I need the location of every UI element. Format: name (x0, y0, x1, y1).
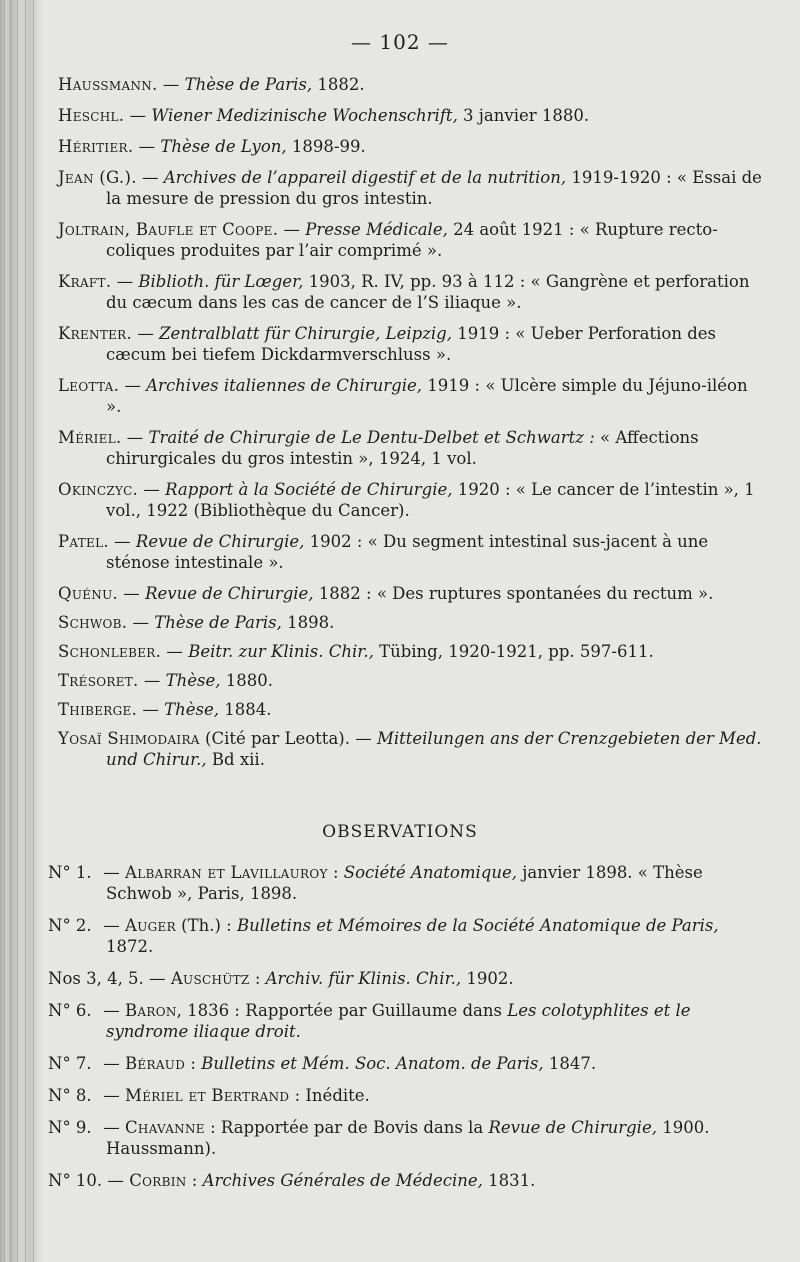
spine-line (10, 0, 11, 1262)
observation-title: Les colotyphlites et le syndrome iliaque droit. (106, 1001, 691, 1041)
entry-author: Joltrain, Baufle et Coope. (58, 220, 279, 239)
entry-sep: — (157, 75, 185, 94)
observation-title: Revue de Chirurgie, (488, 1118, 657, 1137)
entry-rest: 1919 : « Ulcère simple du Jéjuno-iléon ». (106, 376, 748, 416)
bibliography-entry (58, 612, 766, 633)
bibliography-entry (58, 136, 766, 157)
entry-author: Yosaï Shimodaira (58, 729, 200, 748)
observation-title: Société Anatomique, (343, 863, 517, 882)
entry-sep: — (278, 220, 306, 239)
observation-author: Corbin (129, 1171, 187, 1190)
bibliography-entry (58, 167, 766, 209)
entry-title: Thèse, (164, 700, 219, 719)
entry-author: Okinczyc. (58, 480, 139, 499)
observation-sep: — (102, 1171, 130, 1190)
entry-title: Wiener Medizinische Wochenschrift, (151, 106, 458, 125)
entry-sep: — (137, 700, 165, 719)
entry-title: Thèse de Paris, (184, 75, 313, 94)
entry-title: Thèse de Lyon, (160, 137, 287, 156)
entry-title: Biblioth. für Lœger, (138, 272, 304, 291)
entry-rest: 24 août 1921 : « Rupture recto-coliques produites par l’air comprimé ». (106, 220, 718, 260)
observation-sep: — (98, 1118, 125, 1137)
observation-entry (48, 1117, 760, 1159)
entry-author: Schonleber. (58, 642, 162, 661)
entry-title: Thèse, (165, 671, 221, 690)
spine-line (17, 0, 18, 1262)
observation-rest: 1847. (543, 1054, 597, 1073)
entry-title: Presse Médicale, (305, 220, 448, 239)
observation-number: N° 2. (48, 916, 92, 935)
entry-title: Traité de Chirurgie de Le Dentu-Delbet et Schwartz : (148, 428, 595, 447)
entry-author: Schwob. (58, 613, 128, 632)
observation-number: N° 1. (48, 863, 92, 882)
entry-author: Leotta. (58, 376, 120, 395)
entry-sep: — (132, 324, 160, 343)
entry-rest: « Affections chirurgicales du gros intestin », 1924, 1 vol. (106, 428, 699, 468)
bibliography-list (58, 74, 766, 780)
entry-sep: — (119, 376, 147, 395)
observation-author: Auger (125, 916, 176, 935)
entry-rest: 1884. (219, 700, 272, 719)
observation-rest: 1831. (482, 1171, 536, 1190)
page-number: — 102 — (351, 30, 449, 54)
entry-sep: — (118, 584, 146, 603)
bibliography-entry (58, 375, 766, 417)
observation-entry (48, 1085, 760, 1106)
observation-author: Auschütz (170, 969, 250, 988)
entry-sep: — (133, 137, 161, 156)
bibliography-entry (58, 105, 766, 126)
observation-text: (Th.) : (175, 916, 237, 935)
entry-title: Mitteilungen ans der Crenzgebieten der Med. und Chirur., (106, 729, 762, 769)
observation-entry (48, 1053, 760, 1074)
entry-author: Jean (G.). (58, 168, 137, 187)
entry-rest: Tübing, 1920-1921, pp. 597-611. (373, 642, 654, 661)
observation-number: Nos 3, 4, 5. (48, 969, 144, 988)
observation-number: N° 6. (48, 1001, 92, 1020)
entry-title: Zentralblatt für Chirurgie, Leipzig, (159, 324, 452, 343)
entry-author: Krenter. (58, 324, 133, 343)
entry-sep: (Cité par Leotta). — (199, 729, 377, 748)
observation-rest: 1900. Haussmann). (106, 1118, 710, 1158)
entry-rest: 3 janvier 1880. (457, 106, 590, 125)
observations-list (48, 862, 760, 1202)
observation-entry (48, 1000, 760, 1042)
observation-sep: — (143, 969, 171, 988)
bibliography-entry (58, 219, 766, 261)
observation-sep: — (98, 863, 125, 882)
entry-rest: 1902 : « Du segment intestinal sus-jacent à une sténose intestinale ». (106, 532, 709, 572)
entry-rest: 1903, R. IV, pp. 93 à 112 : « Gangrène et perforation du cæcum dans les cas de cancer de l’S iliaque ». (106, 272, 750, 312)
entry-author: Patel. (58, 532, 109, 551)
observation-author: Mériel et Bertrand (125, 1086, 290, 1105)
entry-rest: 1898. (281, 613, 335, 632)
entry-sep: — (138, 480, 166, 499)
bibliography-entry (58, 699, 766, 720)
entry-rest: 1882 : « Des ruptures spontanées du rectum ». (313, 584, 714, 603)
book-spine-shadow (0, 0, 44, 1262)
observation-number: N° 9. (48, 1118, 92, 1137)
observation-author: Chavanne (125, 1118, 205, 1137)
entry-author: Quénu. (58, 584, 119, 603)
observation-author: Albarran et Lavillauroy (125, 863, 328, 882)
spine-line (25, 0, 26, 1262)
entry-title: Thèse de Paris, (154, 613, 282, 632)
entry-rest: Bd xii. (206, 750, 265, 769)
bibliography-entry (58, 641, 766, 662)
entry-author: Kraft. (58, 272, 112, 291)
entry-rest: 1919 : « Ueber Perforation des cæcum bei tiefem Dickdarmverschluss ». (106, 324, 717, 364)
entry-author: Mériel. (58, 428, 122, 447)
observation-sep: — (98, 1054, 125, 1073)
spine-line (33, 0, 34, 1262)
observation-author: Baron (125, 1001, 177, 1020)
observation-entry (48, 968, 760, 989)
bibliography-entry (58, 583, 766, 604)
entry-sep: — (136, 168, 164, 187)
observation-entry (48, 915, 760, 957)
observation-sep: — (98, 916, 125, 935)
entry-sep: — (108, 532, 136, 551)
observation-entry (48, 1170, 760, 1191)
entry-author: Thiberge. (58, 700, 138, 719)
bibliography-entry (58, 427, 766, 469)
entry-rest: 1919-1920 : « Essai de la mesure de pression du gros intestin. (106, 168, 762, 208)
observation-text: : (327, 863, 344, 882)
spine-line (4, 0, 5, 1262)
observation-text: : (186, 1171, 203, 1190)
entry-sep: — (121, 428, 149, 447)
entry-title: Rapport à la Société de Chirurgie, (165, 480, 453, 499)
bibliography-entry (58, 728, 766, 770)
bibliography-entry (58, 323, 766, 365)
bibliography-entry (58, 670, 766, 691)
observation-text: : Inédite. (289, 1086, 370, 1105)
observation-text: , 1836 : Rapportée par Guillaume dans (176, 1001, 508, 1020)
observation-sep: — (98, 1086, 125, 1105)
observation-title: Archives Générales de Médecine, (202, 1171, 483, 1190)
observation-number: N° 10. (48, 1171, 103, 1190)
entry-title: Archives italiennes de Chirurgie, (146, 376, 423, 395)
observation-entry (48, 862, 760, 904)
entry-sep: — (127, 613, 155, 632)
entry-rest: 1882. (312, 75, 365, 94)
bibliography-entry (58, 74, 766, 95)
entry-sep: — (111, 272, 139, 291)
observation-number: N° 7. (48, 1054, 92, 1073)
entry-author: Haussmann. (58, 75, 158, 94)
entry-title: Archives de l’appareil digestif et de la nutrition, (163, 168, 567, 187)
entry-title: Revue de Chirurgie, (135, 532, 305, 551)
entry-author: Héritier. (58, 137, 134, 156)
observation-rest: 1902. (461, 969, 514, 988)
observation-rest: 1872. (106, 937, 154, 956)
entry-rest: 1880. (220, 671, 273, 690)
observation-number: N° 8. (48, 1086, 92, 1105)
entry-rest: 1920 : « Le cancer de l’intestin », 1 vol., 1922 (Bibliothèque du Cancer). (106, 480, 755, 520)
bibliography-entry (58, 271, 766, 313)
observation-rest: janvier 1898. « Thèse Schwob », Paris, 1898. (106, 863, 703, 903)
entry-title: Beitr. zur Klinis. Chir., (188, 642, 374, 661)
entry-sep: — (138, 671, 166, 690)
bibliography-entry (58, 479, 766, 521)
entry-rest: 1898-99. (286, 137, 366, 156)
observation-text: : Rapportée par de Bovis dans la (204, 1118, 489, 1137)
entry-author: Heschl. (58, 106, 125, 125)
observation-title: Archiv. für Klinis. Chir., (265, 969, 462, 988)
entry-sep: — (161, 642, 189, 661)
observation-author: Béraud (125, 1054, 186, 1073)
bibliography-entry (58, 531, 766, 573)
observation-text: : (249, 969, 266, 988)
observations-heading: OBSERVATIONS (322, 822, 478, 842)
entry-author: Trésoret. (58, 671, 139, 690)
observation-title: Bulletins et Mémoires de la Société Anatomique de Paris, (236, 916, 719, 935)
entry-sep: — (124, 106, 152, 125)
observation-text: : (185, 1054, 202, 1073)
entry-title: Revue de Chirurgie, (145, 584, 314, 603)
observation-title: Bulletins et Mém. Soc. Anatom. de Paris, (201, 1054, 544, 1073)
observation-sep: — (98, 1001, 125, 1020)
